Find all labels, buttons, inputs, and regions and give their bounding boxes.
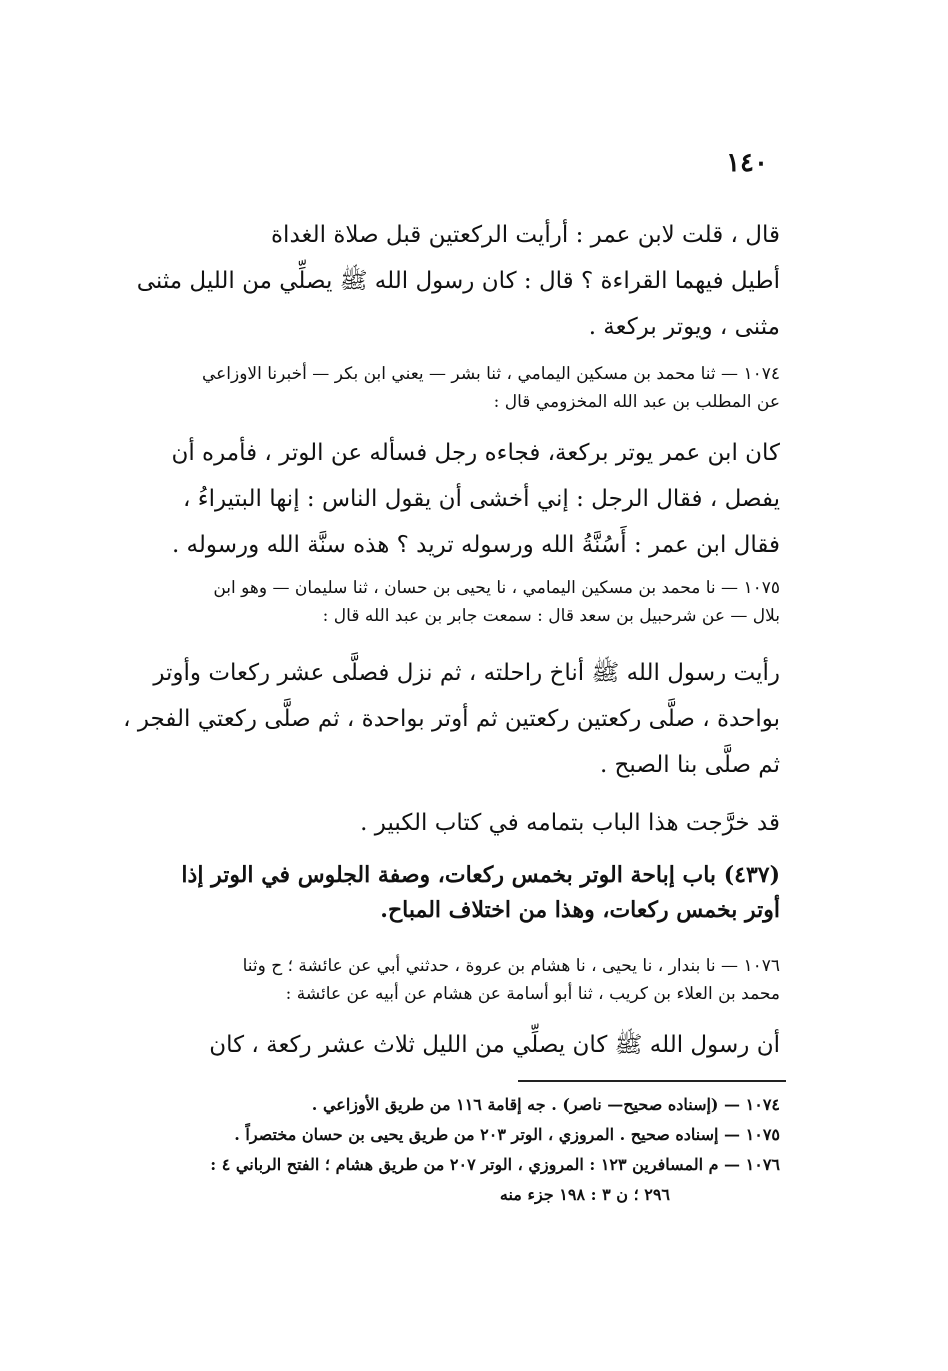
main-paragraph bbox=[120, 1022, 780, 1068]
footnotes bbox=[120, 1090, 780, 1210]
isnad-line: محمد بن العلاء بن كريب ، ثنا أبو أسامة عن هشام عن أبيه عن عائشة : bbox=[285, 984, 780, 1004]
isnad-line: عن المطلب بن عبد الله المخزومي قال : bbox=[493, 392, 780, 412]
text-line: قال ، قلت لابن عمر : أرأيت الركعتين قبل صلاة الغداة bbox=[271, 222, 780, 248]
footnote-line: ١٠٧٤ — (إسناده صحيح— ناصر) . جه إقامة ١١٦ من طريق الأوزاعي . bbox=[311, 1095, 780, 1114]
text-line: مثنى ، ويوتر بركعة . bbox=[588, 314, 780, 340]
author-note bbox=[120, 800, 780, 846]
footnote-line: ٢٩٦ ؛ ن ٣ : ١٩٨ جزء منه bbox=[499, 1185, 670, 1204]
text-line: رأيت رسول الله ﷺ أناخ راحلته ، ثم نزل فصلَّى عشر ركعات وأوتر bbox=[153, 660, 780, 686]
footnote-line: ١٠٧٦ — م المسافرين ١٢٣ : المروزي ، الوتر ٢٠٧ من طريق هشام ؛ الفتح الرباني ٤ : bbox=[210, 1155, 780, 1174]
heading-line: (٤٣٧) باب إباحة الوتر بخمس ركعات، وصفة الجلوس في الوتر إذا bbox=[181, 862, 780, 888]
text-line: فقال ابن عمر : أَسُنَّةُ الله ورسوله تريد ؟ هذه سنَّة الله ورسوله . bbox=[171, 532, 780, 558]
hadith-isnad-1075 bbox=[120, 574, 780, 630]
footnote-separator bbox=[518, 1080, 786, 1082]
hadith-isnad-1076 bbox=[120, 952, 780, 1008]
text-line: أطيل فيهما القراءة ؟ قال : كان رسول الله ﷺ يصلِّي من الليل مثنى bbox=[136, 268, 780, 294]
isnad-line: ١٠٧٤ — ثنا محمد بن مسكين اليمامي ، ثنا بشر — يعني ابن بكر — أخبرنا الاوزاعي bbox=[201, 364, 780, 384]
main-paragraph bbox=[120, 650, 780, 788]
hadith-isnad-1074 bbox=[120, 360, 780, 416]
isnad-line: ١٠٧٥ — نا محمد بن مسكين اليمامي ، نا يحيى بن حسان ، ثنا سليمان — وهو ابن bbox=[213, 578, 780, 598]
text-line: أن رسول الله ﷺ كان يصلِّي من الليل ثلاث عشر ركعة ، كان bbox=[209, 1032, 780, 1058]
page-number: ١٤٠ bbox=[726, 148, 768, 178]
chapter-heading bbox=[120, 858, 780, 928]
text-line: قد خرَّجت هذا الباب بتمامه في كتاب الكبير . bbox=[360, 810, 780, 836]
main-paragraph bbox=[120, 212, 780, 350]
isnad-line: بلال — عن شرحبيل بن سعد قال : سمعت جابر بن عبد الله قال : bbox=[322, 606, 780, 626]
footnote-line: ١٠٧٥ — إسناده صحيح . المروزي ، الوتر ٢٠٣ من طريق يحيى بن حسان مختصراً . bbox=[234, 1125, 780, 1144]
text-line: بواحدة ، صلَّى ركعتين ركعتين ثم أوتر بواحدة ، ثم صلَّى ركعتي الفجر ، bbox=[123, 706, 780, 732]
main-paragraph bbox=[120, 430, 780, 568]
text-line: كان ابن عمر يوتر بركعة، فجاءه رجل فسأله عن الوتر ، فأمره أن bbox=[171, 440, 780, 466]
text-line: ثم صلَّى بنا الصبح . bbox=[599, 752, 780, 778]
text-line: يفصل ، فقال الرجل : إني أخشى أن يقول الناس : إنها البتيراءُ ، bbox=[183, 486, 780, 512]
isnad-line: ١٠٧٦ — نا بندار ، نا يحيى ، نا هشام بن عروة ، حدثني أبي عن عائشة ؛ ح وثنا bbox=[242, 956, 780, 976]
heading-line: أوتر بخمس ركعات، وهذا من اختلاف المباح. bbox=[380, 897, 780, 923]
